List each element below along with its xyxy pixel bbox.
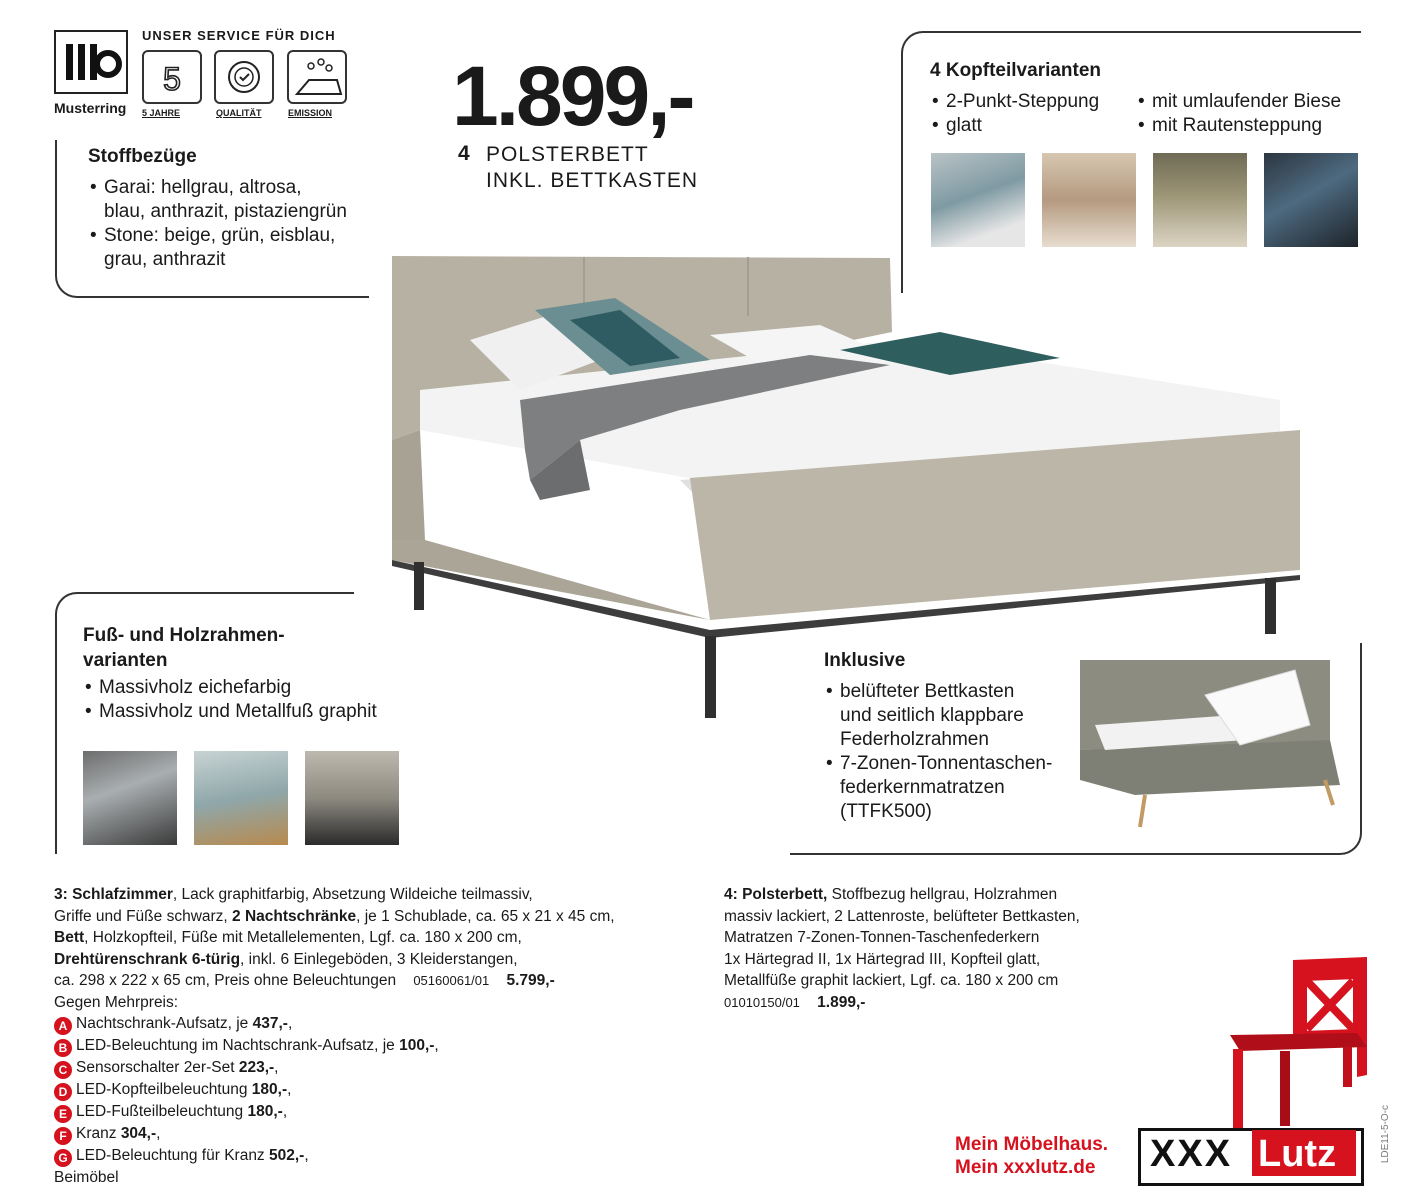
price-item-number: 4 bbox=[458, 142, 470, 165]
five-years-icon bbox=[142, 50, 202, 104]
quality-seal-icon bbox=[214, 50, 274, 104]
svg-text:5: 5 bbox=[163, 61, 181, 97]
stoff-list bbox=[88, 176, 347, 272]
foot-variant-2-image bbox=[194, 751, 288, 845]
headboard-variant-3-image bbox=[1153, 153, 1247, 247]
option-row: C Sensorschalter 2er-Set 223,-, bbox=[54, 1057, 694, 1079]
foot-variant-1-image bbox=[83, 751, 177, 845]
price-desc-line2: INKL. BETTKASTEN bbox=[486, 169, 699, 192]
inklusive-list bbox=[824, 680, 1052, 824]
headboard-variant-4-image bbox=[1264, 153, 1358, 247]
service-label-years: 5 JAHRE bbox=[142, 108, 181, 118]
option-row: F Kranz 304,-, bbox=[54, 1123, 694, 1145]
list-item: • 7-Zonen-Tonnentaschen- federkernmatratzen (TTFK500) bbox=[824, 752, 1052, 824]
side-code: LDE11-5-O-c bbox=[1380, 1105, 1391, 1164]
service-label-emission: EMISSION bbox=[288, 108, 333, 118]
article-code: 01010150/01 bbox=[724, 994, 800, 1010]
bedroom-price: 5.799,- bbox=[506, 972, 555, 989]
option-row: G LED-Beleuchtung für Kranz 502,-, bbox=[54, 1145, 694, 1167]
list-item: • Stone: beige, grün, eisblau, grau, anthrazit bbox=[88, 224, 347, 272]
kopf-list-right bbox=[1136, 90, 1341, 138]
price-description bbox=[486, 142, 698, 194]
foot-variant-3-image bbox=[305, 751, 399, 845]
option-row: B LED-Beleuchtung im Nachtschrank-Aufsatz, je 100,-, bbox=[54, 1035, 694, 1057]
brand-xxx: XXX bbox=[1150, 1133, 1233, 1175]
list-item: • 2-Punkt-Steppung bbox=[930, 90, 1099, 114]
list-item: • mit umlaufender Biese bbox=[1136, 90, 1341, 114]
inklusive-title: Inklusive bbox=[824, 650, 906, 671]
list-item: • Garai: hellgrau, altrosa, blau, anthrazit, pistaziengrün bbox=[88, 176, 347, 224]
option-row: D LED-Kopfteilbeleuchtung 180,-, bbox=[54, 1079, 694, 1101]
emission-icon bbox=[287, 50, 347, 104]
kopf-list-left bbox=[930, 90, 1099, 138]
list-item: • Massivholz eichefarbig bbox=[83, 676, 377, 700]
article-code: 05160061/01 bbox=[413, 973, 490, 988]
slogan: Mein Möbelhaus. Mein xxxlutz.de bbox=[955, 1134, 1109, 1178]
musterring-logo bbox=[54, 30, 128, 94]
musterring-logo-icon bbox=[56, 32, 126, 92]
price-amount: 1.899,- bbox=[452, 49, 693, 143]
list-item: • Massivholz und Metallfuß graphit bbox=[83, 700, 377, 724]
stoff-title: Stoffbezüge bbox=[88, 146, 197, 167]
service-title: UNSER SERVICE FÜR DICH bbox=[142, 28, 336, 43]
bed-storage-image bbox=[1075, 655, 1345, 830]
option-row: A Nachtschrank-Aufsatz, je 437,-, bbox=[54, 1013, 694, 1035]
fuss-list bbox=[83, 676, 377, 724]
price-desc-line1: POLSTERBETT bbox=[486, 143, 649, 166]
list-item: • mit Rautensteppung bbox=[1136, 114, 1341, 138]
brand-lutz: Lutz bbox=[1258, 1133, 1337, 1175]
list-item: • belüfteter Bettkasten und seitlich klappbare Federholzrahmen bbox=[824, 680, 1052, 752]
polsterbett-price: 1.899,- bbox=[817, 993, 866, 1011]
headboard-variant-2-image bbox=[1042, 153, 1136, 247]
fuss-title: Fuß- und Holzrahmen- varianten bbox=[83, 625, 285, 671]
option-row: E LED-Fußteilbeleuchtung 180,-, bbox=[54, 1101, 694, 1123]
service-label-quality: QUALITÄT bbox=[216, 108, 262, 118]
list-item: • glatt bbox=[930, 114, 1099, 138]
logo-label: Musterring bbox=[54, 100, 127, 116]
kopf-title: 4 Kopfteilvarianten bbox=[930, 60, 1102, 81]
red-chair-icon bbox=[1225, 955, 1375, 1130]
headboard-variant-1-image bbox=[931, 153, 1025, 247]
bedroom-description: 3: Schlafzimmer, Lack graphitfarbig, Absetzung Wildeiche teilmassiv, Griffe und Füße schwarz, 2 Nachtschränke, je 1 Schublade, ca. 65 x 21 x 45 cm, Bett, Holzkopfteil, Füße mit Metallelementen, Lgf. ca. 180 x 200 cm, Drehtürenschrank 6-türig, inkl. 6 Einlegeböden, 3 Kleiderstangen, ca. 298 x 222 x 65 cm, Preis ohne Beleuchtungen 05160061/01 5.799,- Gegen Mehrpreis: A Nachtschrank-Aufsatz, je 437,-, B LED-Beleuchtung im Nachtschrank-Aufsatz, je 100,-, C Sensorschalter 2er-Set 223,-, D LED-Kopfteilbeleuchtung 180,-, E LED-Fußteilbeleuchtung 180,-, F Kranz 304,-, G LED-Beleuchtung für Kranz 502,-, Beimöbel bbox=[54, 884, 694, 1189]
polsterbett-description: 4: Polsterbett, Stoffbezug hellgrau, Holzrahmen massiv lackiert, 2 Lattenroste, belüfteter Bettkasten, Matratzen 7-Zonen-Tonnen-Taschenfederkern 1x Härtegrad II, 1x Härtegrad III, Kopfteil glatt, Metallfüße graphit lackiert, Lgf. ca. 180 x 200 cm 01010150/01 1.899,- bbox=[724, 886, 1080, 1011]
